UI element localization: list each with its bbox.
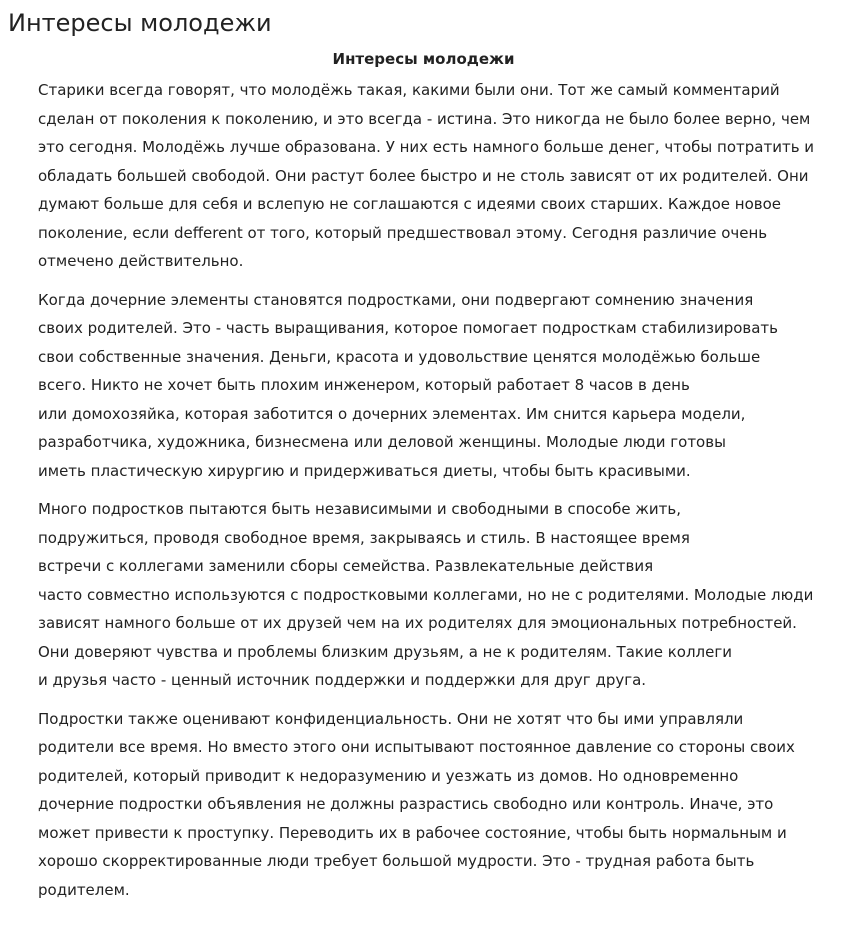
text-line: Много подростков пытаются быть независимыми и свободными в способе жить, (38, 500, 682, 518)
text-line: родителей, который приводит к недоразумению и уезжать из домов. Но одновременно (38, 766, 739, 785)
text-line: иметь пластическую хирургию и придерживаться диеты, чтобы быть красивыми. (38, 461, 691, 480)
paragraph-2 (8, 286, 839, 486)
text-line: Подростки также оценивают конфиденциальность. Они не хотят что бы ими управляли (38, 709, 744, 728)
text-line: родителем. (38, 880, 130, 899)
text-line: или домохозяйка, которая заботится о дочерних элементах. Им снится карьера модели, (38, 404, 746, 423)
text-line: встречи с коллегами заменили сборы семейства. Развлекательные действия (38, 557, 654, 575)
text-line: отмечено действительно. (38, 252, 244, 270)
text-line: поколение, если defferent от того, который предшествовал этому. Сегодня различие очень (38, 223, 768, 242)
paragraph-4 (8, 705, 839, 905)
text-line: своих родителей. Это - часть выращивания, которое помогает подросткам стабилизировать (38, 319, 779, 337)
text-line: всего. Никто не хочет быть плохим инженером, который работает 8 часов в день (38, 376, 690, 394)
article-title: Интересы молодежи (332, 50, 515, 68)
text-line: и друзья часто - ценный источник поддержки и поддержки для друг друга. (38, 671, 647, 689)
text-line: Старики всегда говорят, что молодёжь такая, какими были они. Тот же самый комментарий (38, 81, 780, 99)
text-line: сделан от поколения к поколению, и это всегда - истина. Это никогда не было более верно, чем (38, 109, 811, 128)
text-line: дочерние подростки объявления не должны разрастись свободно или контроль. Иначе, это (38, 795, 774, 813)
text-line: может привести к проступку. Переводить их в рабочее состояние, чтобы быть нормальным и (38, 823, 787, 842)
article-body (8, 76, 839, 904)
text-line: Они доверяют чувства и проблемы близким друзьям, а не к родителям. Такие коллеги (38, 642, 732, 661)
text-line: разработчика, художника, бизнесмена или деловой женщины. Молодые люди готовы (38, 433, 726, 451)
text-line: это сегодня. Молодёжь лучше образована. У них есть намного больше денег, чтобы потратить и (38, 138, 815, 156)
text-line: хорошо скорректированные люди требует большой мудрости. Это - трудная работа быть (38, 852, 755, 870)
page-title: Интересы молодежи (8, 9, 272, 37)
text-line: обладать большей свободой. Они растут более быстро и не столь зависят от их родителей. Они (38, 166, 809, 185)
text-line: Когда дочерние элементы становятся подростками, они подвергают сомнению значения (38, 290, 754, 309)
text-line: родители все время. Но вместо этого они испытывают постоянное давление со стороны своих (38, 738, 795, 756)
paragraph-3 (8, 495, 839, 695)
text-line: свои собственные значения. Деньги, красота и удовольствие ценятся молодёжью больше (38, 347, 761, 366)
text-line: часто совместно используются с подростковыми коллегами, но не с родителями. Молодые люди (38, 585, 814, 604)
paragraph-1 (8, 76, 839, 276)
text-line: думают больше для себя и вслепую не соглашаются с идеями своих старших. Каждое новое (38, 195, 782, 213)
text-line: подружиться, проводя свободное время, закрываясь и стиль. В настоящее время (38, 528, 690, 547)
text-line: зависят намного больше от их друзей чем на их родителях для эмоциональных потребностей. (38, 614, 797, 632)
